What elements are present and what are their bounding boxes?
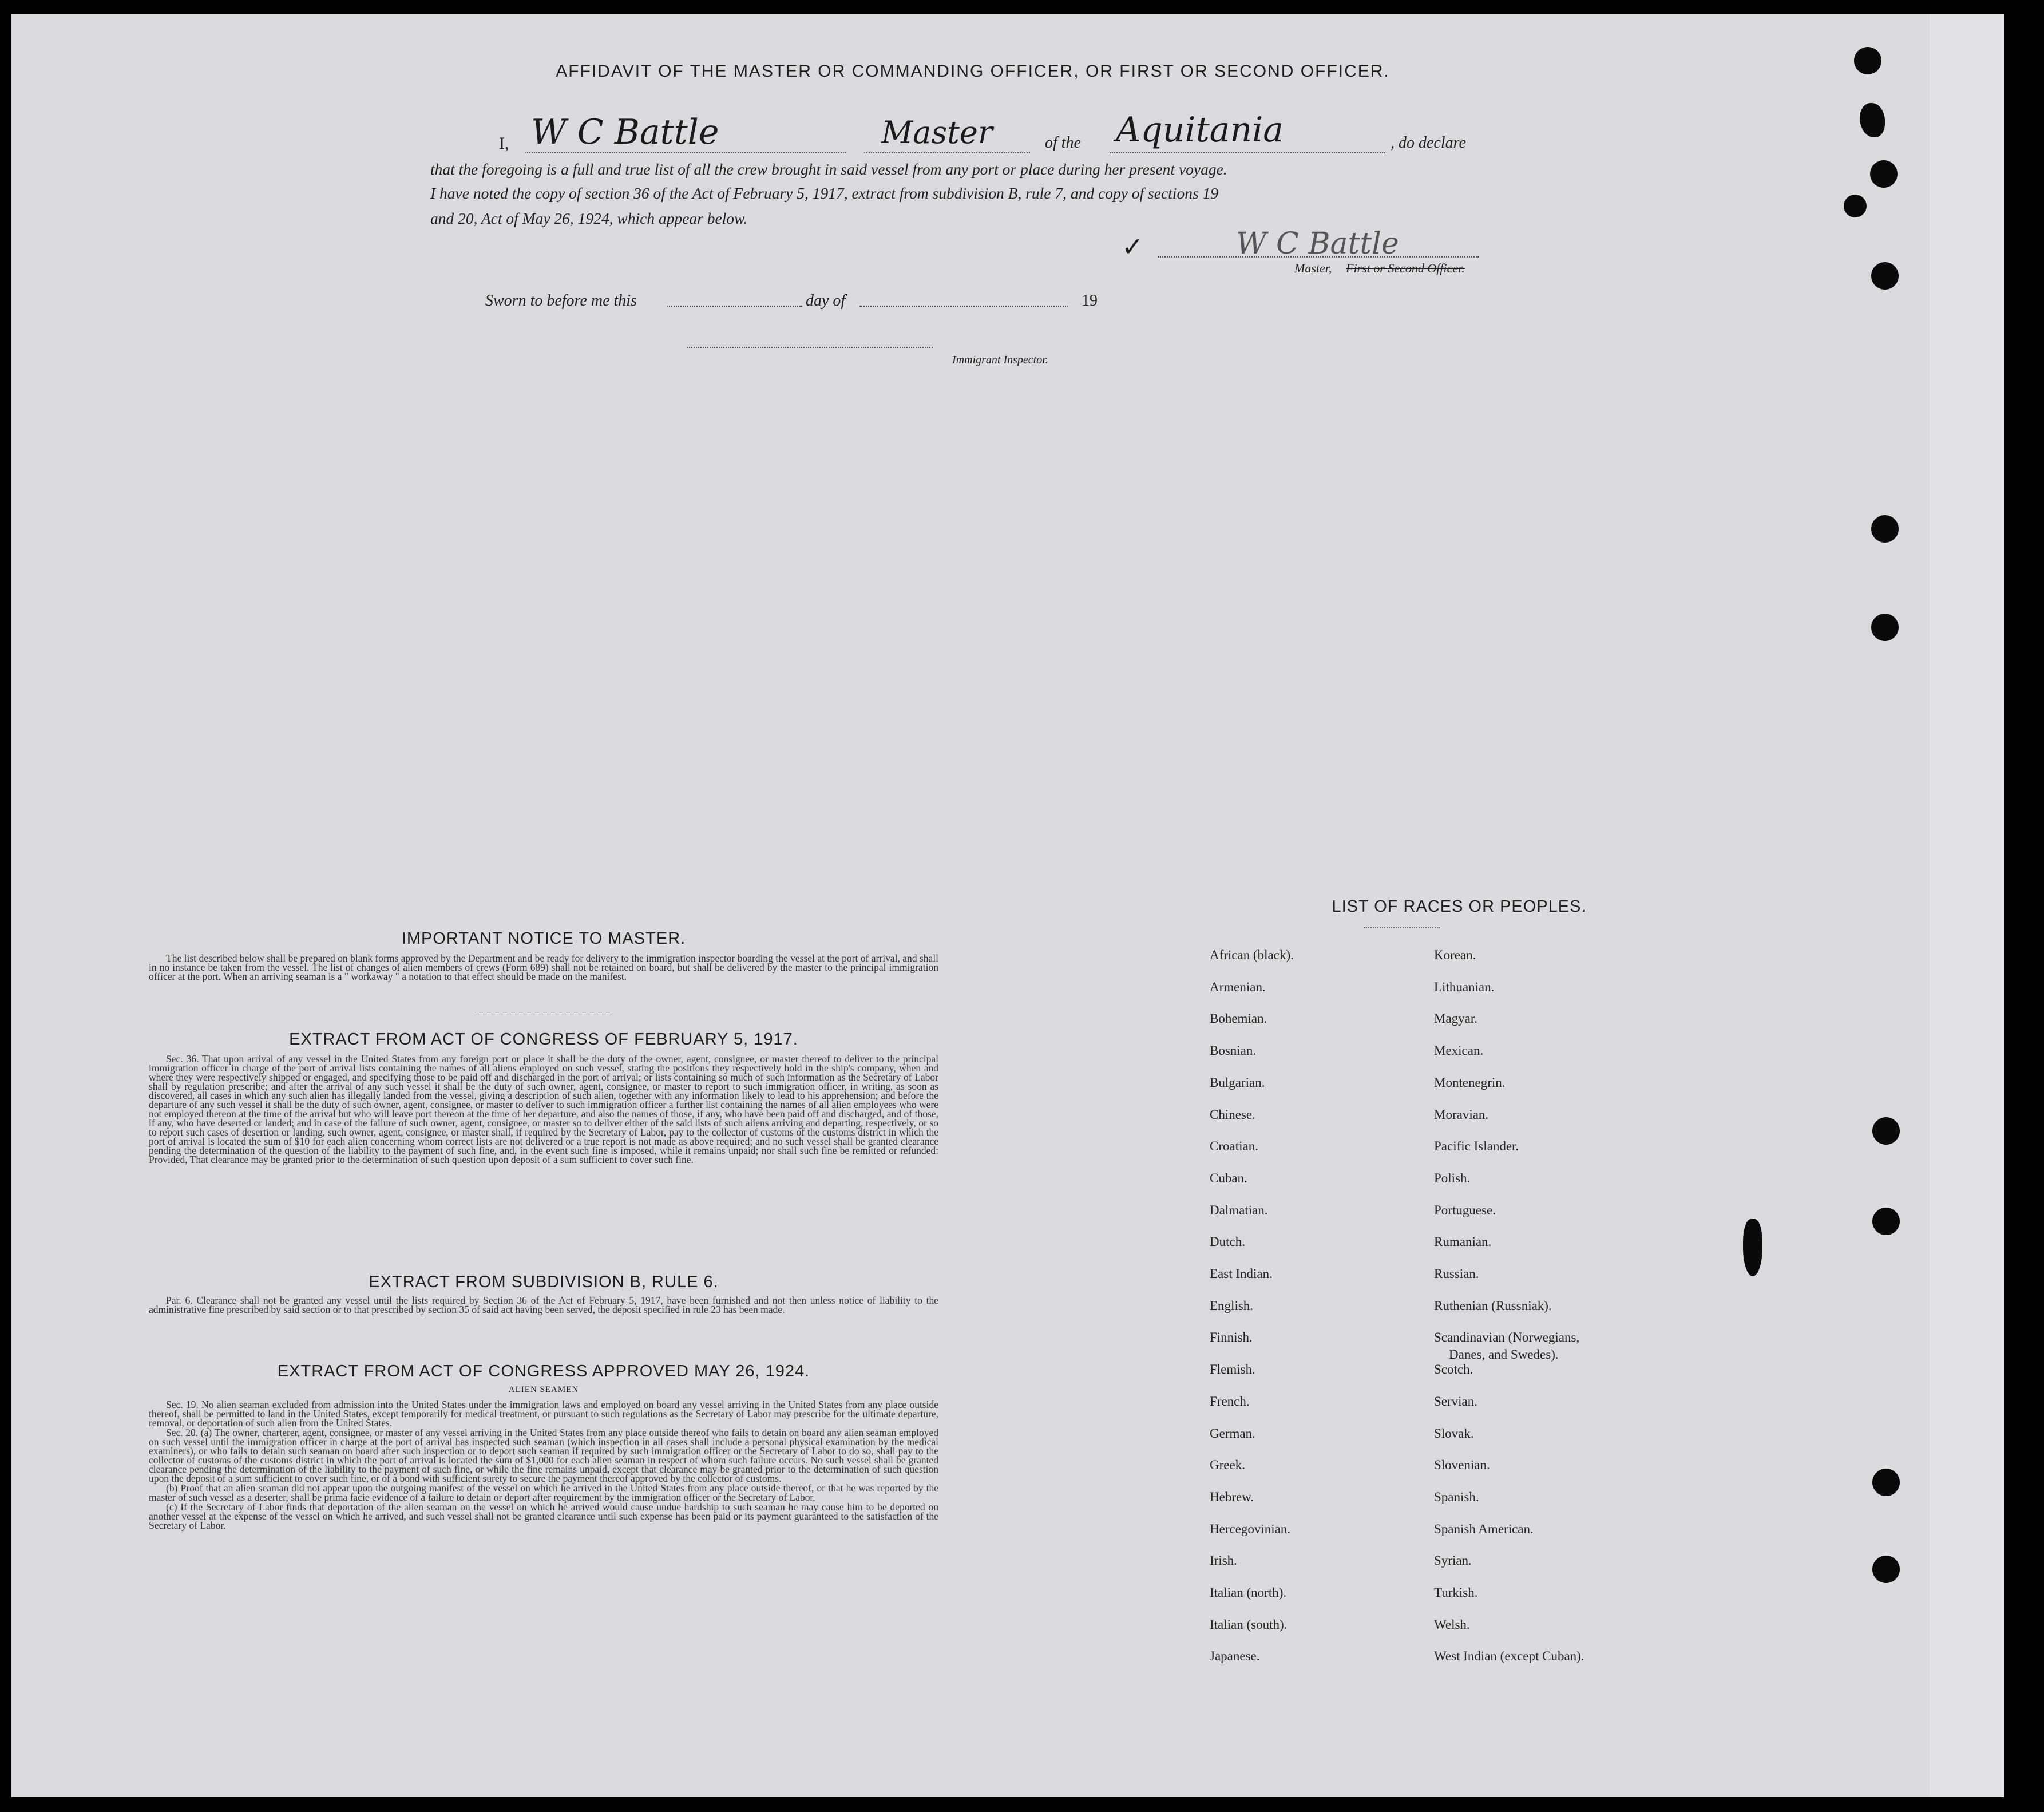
- race-item: Bohemian.: [1210, 1011, 1267, 1026]
- race-item: Montenegrin.: [1434, 1075, 1506, 1090]
- race-item: Turkish.: [1434, 1585, 1478, 1600]
- race-item: Flemish.: [1210, 1362, 1255, 1377]
- notice-title: IMPORTANT NOTICE TO MASTER.: [401, 929, 686, 948]
- sworn-text: Sworn to before me this: [485, 292, 637, 310]
- race-item: Korean.: [1434, 948, 1476, 962]
- master-name-handwriting: W C Battle: [531, 112, 719, 152]
- race-item: Rumanian.: [1434, 1235, 1492, 1249]
- race-item: French.: [1210, 1394, 1250, 1409]
- affidavit-intro: I,: [499, 134, 509, 153]
- punch-hole: [1870, 160, 1898, 188]
- name-blank: [525, 152, 846, 153]
- race-item: Polish.: [1434, 1170, 1471, 1185]
- punch-hole: [1871, 614, 1899, 641]
- race-item: Armenian.: [1210, 979, 1266, 994]
- race-item: Spanish American.: [1434, 1521, 1534, 1536]
- race-item: Bosnian.: [1210, 1043, 1257, 1058]
- punch-hole: [1872, 1556, 1900, 1583]
- race-item: Greek.: [1210, 1458, 1245, 1473]
- race-item: East Indian.: [1210, 1267, 1273, 1281]
- race-item: Bulgarian.: [1210, 1075, 1265, 1090]
- extract-rule6-paragraph: Par. 6. Clearance shall not be granted any vessel until the lists required by Section 36 of the Act of February 5, 1917, have been furnished and not then unless notice of liability to the administrative fine prescribed by said section or to that prescribed by section 35 of said act having been served, the deposit specified in rule 23 has been made.: [149, 1296, 938, 1315]
- master-signature: W C Battle: [1236, 227, 1399, 261]
- vessel-name-handwriting: Aquitania: [1116, 110, 1284, 150]
- extract-1924-sec20c: (c) If the Secretary of Labor finds that deportation of the alien seaman on the vessel on which he arrived would cause undue hardship to such seaman he may cause him to be deported on another vessel at the expense of the vessel on which he arrived, and such vessel shall not be granted clearance until such expense has been paid or its payment guaranteed to the satisfaction of the Secretary of Labor.: [149, 1501, 938, 1531]
- race-item: Dutch.: [1210, 1235, 1245, 1249]
- race-item: West Indian (except Cuban).: [1434, 1649, 1585, 1664]
- vessel-blank: [1110, 152, 1385, 153]
- extract-1924-title: EXTRACT FROM ACT OF CONGRESS APPROVED MAY 26, 1924.: [277, 1362, 810, 1380]
- extract-1924-sec20a: Sec. 20. (a) The owner, charterer, agent, consignee, or master of any vessel arriving in the United States from any place outside thereof who fails to detain on board any alien seaman employed on such vessel until the immigration officer in charge at the port of arrival has inspected such seaman (which inspection in all cases shall include a personal physical examination by the medical examiners), or who fails to detain such seaman on board after such inspection or to deport such seaman if required by such immigration officer or the Secretary of Labor to do so, shall pay to the collector of customs of the customs district in which the port of arrival is located the sum of $1,000 for each alien seaman in respect of whom such failure occurs. No such vessel shall be granted clearance pending the determination of the liability to the payment of such fine, or while the fine remains unpaid, except that clearance may be granted prior to the determination of such question upon the deposit of a sum sufficient to cover such fine, or of a bond with sufficient surety to secure the payment thereof approved by the collector of customs.: [149, 1427, 938, 1484]
- of-the-text: of the: [1045, 134, 1081, 152]
- extract-1924-sec19: Sec. 19. No alien seaman excluded from admission into the United States under the immigration laws and employed on board any vessel arriving in the United States from any place outside thereof, shall be permitted to land in the United States, except temporarily for medical treatment, or pursuant to such regulations as the Secretary of Labor may prescribe for the ultimate departure, removal, or deportation of such alien from the United States.: [149, 1400, 938, 1429]
- punch-hole: [1872, 1117, 1900, 1145]
- race-item: African (black).: [1210, 948, 1294, 962]
- punch-hole: [1844, 195, 1867, 217]
- punch-hole: [1872, 1469, 1900, 1496]
- race-item: Lithuanian.: [1434, 979, 1495, 994]
- extract-1924-sec20b: (b) Proof that an alien seaman did not appear upon the outgoing manifest of the vessel on which he arrived in the United States from any place outside thereof, or that he was reported by the master of such vessel as a deserter, shall be prima facie evidence of a failure to detain or deport after requirement by the immigration officer or the Secretary of Labor.: [149, 1482, 938, 1503]
- year-prefix: 19: [1082, 292, 1098, 310]
- punch-hole: [1871, 515, 1899, 543]
- race-item: Servian.: [1434, 1394, 1478, 1409]
- day-of-text: day of: [806, 292, 846, 310]
- race-item: Italian (north).: [1210, 1585, 1287, 1600]
- race-item: Syrian.: [1434, 1553, 1472, 1568]
- affidavit-title: AFFIDAVIT OF THE MASTER OR COMMANDING OFFICER, OR FIRST OR SECOND OFFICER.: [556, 62, 1390, 81]
- extract-1924-body: [149, 1400, 938, 1613]
- affidavit-line-3: I have noted the copy of section 36 of the Act of February 5, 1917, extract from subdivision B, rule 7, and copy of sections 19: [430, 184, 1219, 202]
- race-item: Italian (south).: [1210, 1617, 1288, 1632]
- race-item: Hebrew.: [1210, 1489, 1254, 1504]
- races-title: LIST OF RACES OR PEOPLES.: [1332, 897, 1587, 916]
- race-item: Moravian.: [1434, 1107, 1489, 1122]
- rank-blank: [864, 152, 1030, 153]
- check-mark: ✓: [1122, 231, 1144, 262]
- race-item: Dalmatian.: [1210, 1202, 1268, 1217]
- extract-1917-paragraph: Sec. 36. That upon arrival of any vessel in the United States from any foreign port or place it shall be the duty of the owner, agent, consignee, or master thereof to deliver to the principal immigration officer in charge of the port of arrival lists containing the names of all aliens employed on such vessel, stating the positions they respectively hold in the ship's company, when and where they were respectively shipped or engaged, and specifying those to be paid off and discharged in the port of arrival; or lists containing so much of such information as the Secretary of Labor shall by regulation prescribe; and after the arrival of any such vessel it shall be the duty of such owner, agent, consignee, or master to report to such immigration officer, in writing, as soon as discovered, all cases in which any such alien has illegally landed from the vessel, giving a description of such alien, together with any information likely to lead to his apprehension; and before the departure of any such vessel it shall be the duty of such owner, agent, consignee, or master to deliver to such immigration officer a further list containing the names of all alien employees who were not employed thereon at the time of the arrival but who will leave port thereon at the time of her departure, and also the names of those, if any, who have been paid off and discharged, and of those, if any, who have deserted or landed; and in case of the failure of such owner, agent, consignee, or master so to deliver either of the said lists of such aliens arriving and departing, respectively, or so to report such cases of desertion or landing, such owner, agent, consignee, or master shall, if required by the Secretary of Labor, pay to the collector of customs of the customs district in which the port of arrival is located the sum of $10 for each alien concerning whom correct lists are not delivered or a true report is not made as above required; and no such vessel shall be granted clearance pending the determination of the question of the liability to the payment of such fine, and, in the event such fine is imposed, while it remains unpaid; nor shall such fine be remitted or refunded: Provided, That clearance may be granted prior to the determination of such question upon deposit of a sum sufficient to cover such fine.: [149, 1054, 938, 1165]
- race-item: Welsh.: [1434, 1617, 1470, 1632]
- ink-blot: [1743, 1219, 1762, 1276]
- signature-caption-struck: First or Second Officer.: [1346, 261, 1465, 275]
- race-item: Spanish.: [1434, 1489, 1479, 1504]
- extract-rule6-body: [149, 1296, 938, 1334]
- race-item: Mexican.: [1434, 1043, 1484, 1058]
- inspector-signature-line: [687, 347, 933, 348]
- race-item: Slovak.: [1434, 1426, 1474, 1441]
- race-item: Chinese.: [1210, 1107, 1255, 1122]
- extract-rule6-title: EXTRACT FROM SUBDIVISION B, RULE 6.: [369, 1273, 719, 1291]
- race-item: Finnish.: [1210, 1330, 1253, 1345]
- affidavit-line-2: that the foregoing is a full and true list of all the crew brought in said vessel from any port or place during her present voyage.: [430, 160, 1227, 178]
- race-item: Ruthenian (Russniak).: [1434, 1298, 1552, 1313]
- punch-hole: [1854, 47, 1881, 74]
- race-item: German.: [1210, 1426, 1255, 1441]
- punch-hole: [1872, 1208, 1900, 1235]
- race-item: Magyar.: [1434, 1011, 1478, 1026]
- sworn-month-blank: [859, 306, 1068, 307]
- race-item: Scotch.: [1434, 1362, 1473, 1377]
- race-item: Russian.: [1434, 1267, 1479, 1281]
- race-item: Japanese.: [1210, 1649, 1260, 1664]
- race-item: Irish.: [1210, 1553, 1237, 1568]
- inspector-caption: Immigrant Inspector.: [952, 354, 1048, 366]
- race-item: Slovenian.: [1434, 1458, 1490, 1473]
- race-item-continuation: Danes, and Swedes).: [1449, 1347, 1559, 1362]
- rank-handwriting: Master: [881, 114, 993, 151]
- page-margin: [1930, 14, 2004, 1797]
- race-item: Pacific Islander.: [1434, 1139, 1519, 1154]
- extract-1917-body: [149, 1054, 938, 1237]
- race-item: Portuguese.: [1434, 1202, 1496, 1217]
- notice-paragraph: The list described below shall be prepared on blank forms approved by the Department and be ready for delivery to the immigration inspector boarding the vessel at the port of arrival, and shall in no instance be taken from the vessel. The list of changes of alien members of crews (Form 689) shall not be retained on board, but shall be delivered by the master to the principal immigration officer at the port. When an arriving seaman is a " workaway " a notation to that effect should be made on the manifest.: [149, 954, 938, 982]
- affidavit-line-4: and 20, Act of May 26, 1924, which appear below.: [430, 209, 748, 227]
- extract-1917-title: EXTRACT FROM ACT OF CONGRESS OF FEBRUARY 5, 1917.: [289, 1030, 798, 1049]
- do-declare-text: , do declare: [1391, 134, 1466, 152]
- notice-body: [149, 954, 938, 999]
- race-item: Croatian.: [1210, 1139, 1258, 1154]
- sworn-day-blank: [667, 306, 802, 307]
- signature-caption-master: Master,: [1294, 261, 1332, 275]
- race-item: Cuban.: [1210, 1170, 1247, 1185]
- race-item: Scandinavian (Norwegians,: [1434, 1330, 1580, 1345]
- races-title-rule: [1364, 927, 1440, 928]
- punch-hole: [1871, 262, 1899, 290]
- race-item: English.: [1210, 1298, 1254, 1313]
- race-item: Hercegovinian.: [1210, 1521, 1291, 1536]
- extract-1924-subtitle: ALIEN SEAMEN: [508, 1385, 579, 1394]
